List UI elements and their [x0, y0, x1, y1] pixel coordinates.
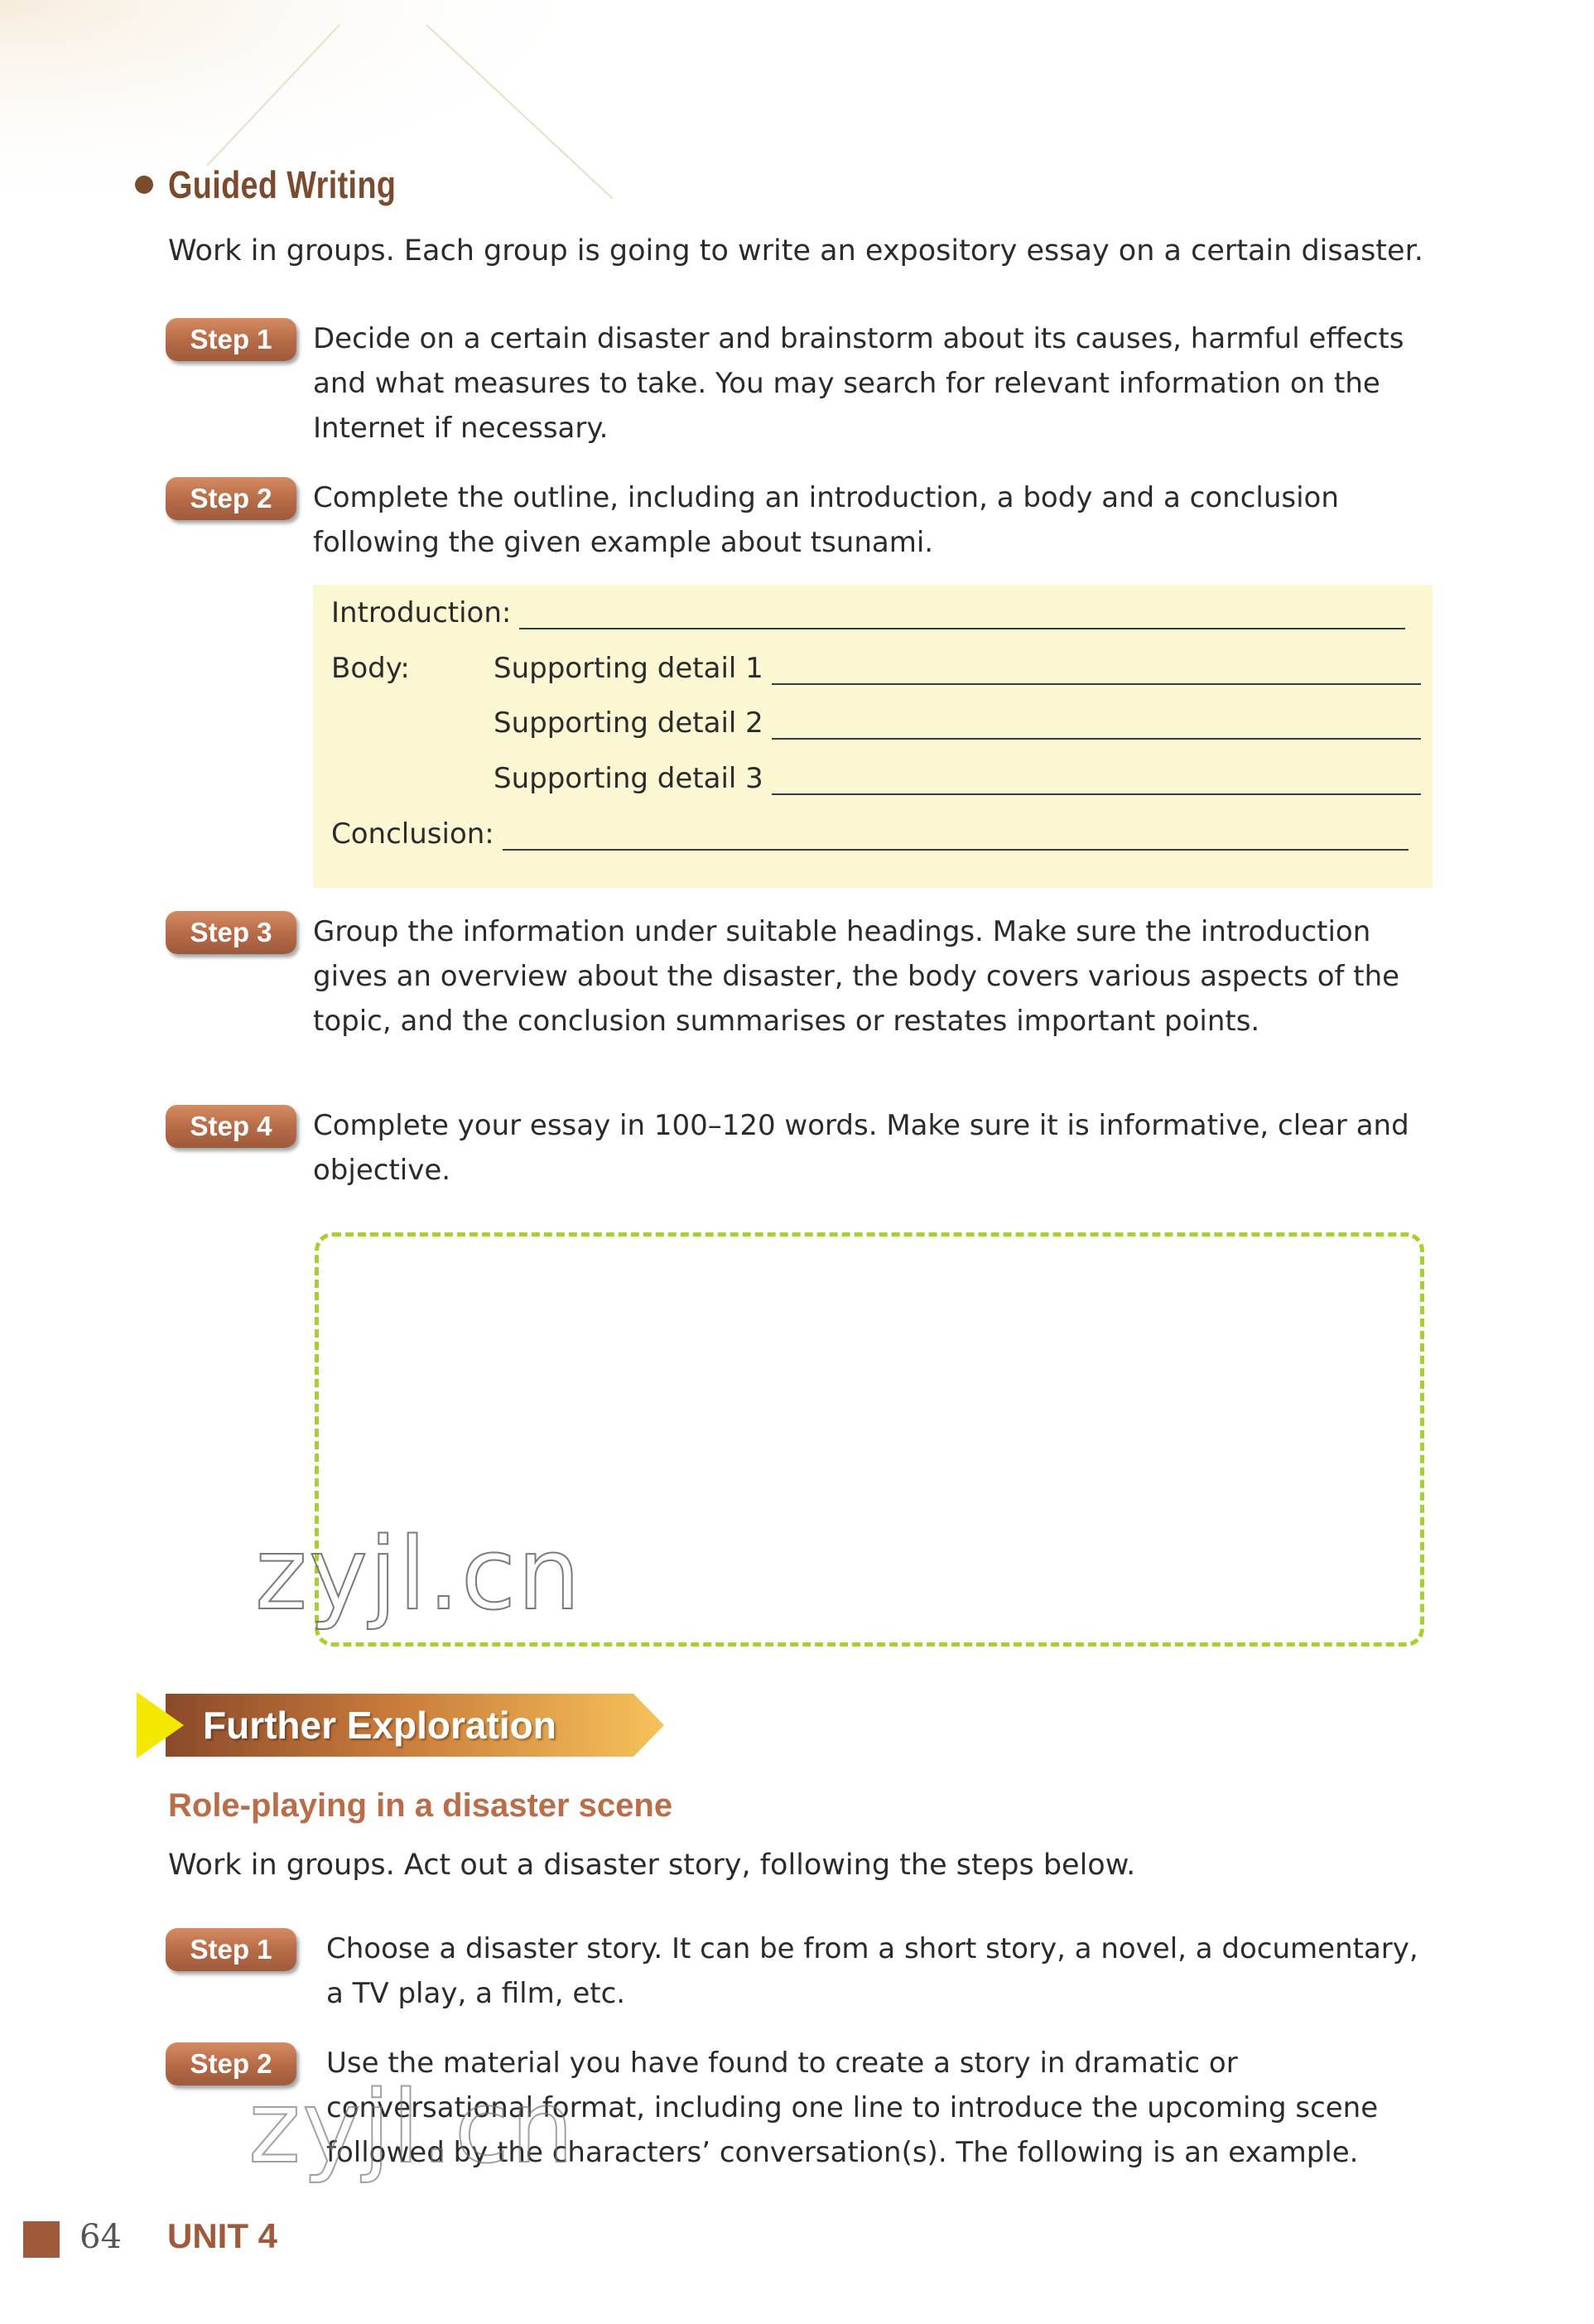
watermark-2: zyjl.cn	[248, 2071, 575, 2186]
introduction-label: Introduction:	[331, 596, 512, 629]
step-2-badge: Step 2	[166, 477, 296, 520]
unit-label: UNIT 4	[167, 2216, 278, 2255]
introduction-blank[interactable]	[519, 600, 1405, 629]
step-3-text: Group the information under suitable headings. Make sure the introduction gives an overview about the disaster, the body covers various aspects of the topic, and the conclusion summarises or restates important points.	[313, 915, 1400, 1038]
body-label: Body:	[331, 652, 410, 685]
conclusion-blank[interactable]	[503, 821, 1409, 851]
step-1-badge: Step 1	[166, 318, 296, 361]
watermark: zyjl.cn	[255, 1517, 582, 1632]
step-4-text: Complete your essay in 100–120 words. Make sure it is informative, clear and objective.	[313, 1109, 1409, 1187]
further-exploration-title: Further Exploration	[203, 1704, 556, 1747]
step-3-badge: Step 3	[166, 911, 296, 954]
outline-detail-3-row	[494, 762, 1421, 795]
role-playing-subtitle: Role-playing in a disaster scene	[168, 1787, 673, 1824]
outline-introduction-row	[331, 596, 1405, 629]
detail-3-label: Supporting detail 3	[494, 762, 763, 795]
page-number: 64	[79, 2218, 122, 2256]
step-2-text: Complete the outline, including an introduction, a body and a conclusion following the given example about tsunami.	[313, 481, 1339, 559]
detail-3-blank[interactable]	[772, 765, 1421, 795]
guided-writing-heading	[135, 162, 446, 207]
detail-1-blank[interactable]	[772, 655, 1421, 685]
outline-detail-2-row	[494, 706, 1421, 740]
footer-square	[23, 2221, 60, 2258]
step-1-text: Decide on a certain disaster and brainstorm about its causes, harmful effects and what measures to take. You may search for relevant information on the Internet if necessary.	[313, 322, 1404, 445]
outline-body-row	[331, 652, 410, 685]
fe-step-2-text: Use the material you have found to create a story in dramatic or conversational format, including one line to introduce the upcoming scene followed by the characters’ conversation(s). The following is an example.	[326, 2047, 1379, 2169]
detail-2-blank[interactable]	[772, 710, 1421, 740]
outline-conclusion-row	[331, 817, 1409, 851]
fe-step-1-text: Choose a disaster story. It can be from a short story, a novel, a documentary, a TV play, a film, etc.	[326, 1932, 1418, 2010]
fe-step-2-badge: Step 2	[166, 2042, 296, 2085]
step-4-badge: Step 4	[166, 1105, 296, 1148]
detail-2-label: Supporting detail 2	[494, 706, 763, 740]
guided-intro: Work in groups. Each group is going to write an expository essay on a certain disaster.	[168, 234, 1423, 268]
detail-1-label: Supporting detail 1	[494, 652, 763, 685]
further-intro: Work in groups. Act out a disaster story, following the steps below.	[168, 1849, 1136, 1882]
conclusion-label: Conclusion:	[331, 817, 494, 851]
fe-step-1-badge: Step 1	[166, 1928, 296, 1971]
bullet-dot	[135, 176, 153, 194]
section-title: Guided Writing	[168, 163, 397, 206]
outline-detail-1-row	[494, 652, 1421, 685]
